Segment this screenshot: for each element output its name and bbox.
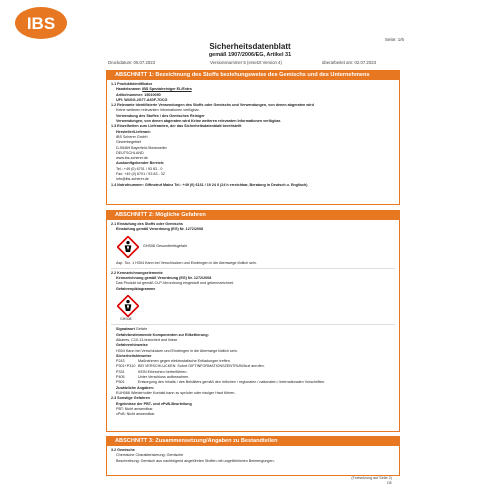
s2-line: PBT: Nicht anwendbar. [116,406,154,411]
s3-line: Beschreibung: Gemisch aus nachfolgend angeführten Stoffen mit ungefährlichen Beimengungen. [116,458,275,463]
s1-line: Artikelnummer: 15010050 [116,92,161,97]
s1-line: 1.3 Einzelheiten zum Lieferanten, der das Sicherheitsdatenblatt bereitstellt [111,124,242,129]
s1-line: 1.2 Relevante identifizierte Verwendungen des Stoffs oder Gemischs und Verwendungen, von denen abgeraten wird [111,103,314,108]
s2-line: 2.2 Kennzeichnungselemente [111,270,163,275]
section-2-heading: ABSCHNITT 2: Mögliche Gefahren [107,211,399,220]
signal-word: Signalwort Gefahr [116,327,148,332]
s2-line: Ergebnisse der PBT- und vPvB-Beurteilung [116,401,192,406]
s1-line: Auskunftgebender Bereich: [116,161,165,166]
s3-line: Chemische Charakterisierung: Gemische [116,453,184,458]
s2-line: Gefahrbestimmende Komponenten zur Etikettierung: [116,332,209,337]
s2-line: Einstufung gemäß Verordnung (EG) Nr. 1272/2008 [116,227,204,232]
ghs08-pictogram-icon [117,295,139,317]
s1-line: D-55469 Bayerfeld-Steckweiler [116,145,167,150]
s2-line: Asp. Tox. 1 H304 Kann bei Verschlucken und Eindringen in die Atemwege tödlich sein. [116,260,257,265]
s1-line: www.ibs-scherer.de [116,156,148,161]
logo-text: IBS [26,14,56,33]
page-number: Seite: 1/6 [384,37,404,42]
s2-line: Zusätzliche Angaben: [116,385,154,390]
s1-line: info@ibs-scherer.de [116,177,149,182]
s2-line: vPvB: Nicht anwendbar. [116,412,156,417]
version-number: Versionsnummer 5 (ersetzt Version 4) [210,60,282,65]
section-1-heading: ABSCHNITT 1: Bezeichnung des Stoffs beziehungsweise des Gemischs und des Unternehmens [107,71,399,80]
s2-line: H304 Kann bei Verschlucken und Eindringen in die Atemwege tödlich sein. [116,348,238,353]
s1-line: 1.4 Notrufnummer: Giftnotruf Mainz Tel.: +49 (0) 6131 / 19 24 0 (24 h erreichbar, Beratung in Deutsch u. Englisch) [111,182,308,187]
s1-line: IBS Scherer GmbH [116,134,148,139]
precaution-row: P243 Maßnahmen gegen elektrostatische Entladungen treffen. [116,359,231,364]
s1-line: DEUTSCHLAND [116,150,144,155]
section-3 [106,436,400,476]
s2-line: Sicherheitshinweise [116,353,152,358]
s3-line: 3.2 Gemische [111,448,135,452]
ghs-label: GHS08 [120,317,132,322]
s2-line: 2.3 Sonstige Gefahren [111,396,150,401]
ghs08-pictogram [117,295,395,322]
s1-trade-name: Handelsname: IBS Spezialreiniger EL/Extra [116,87,192,92]
ghs-caption: GHS08 Gesundheitsgefahr [143,243,188,248]
precaution-row: P405 Unter Verschluss aufbewahren. [116,375,190,380]
ghs08-classification [117,236,395,258]
print-date: Druckdatum: 05.07.2023 [108,60,156,65]
s2-line: Kennzeichnung gemäß Verordnung (EG) Nr. 1272/2008 [116,276,212,281]
s2-line: 2.1 Einstufung des Stoffs oder Gemischs [111,222,183,226]
ibs-logo [14,6,68,40]
section-1 [106,70,400,205]
s1-line: Gewerbegebiet [116,140,142,145]
s2-line: Gefahrenhinweise [116,343,148,348]
continuation-note: (Fortsetzung auf Seite 2) [351,476,392,480]
revision-date: überarbeitet am: 02.07.2023 [322,60,376,65]
s1-line: Hersteller/Lieferant: [116,129,151,134]
precaution-row: P301+P310 BEI VERSCHLUCKEN: Sofort GIFTINFORMATIONSZENTRUM/Arzt anrufen. [116,364,265,369]
precaution-row: P331 KEIN Erbrechen herbeiführen. [116,369,188,374]
s1-line: UFI: W4GG-2G77-A60F-7DCG [116,97,168,102]
s2-line: EUH066 Wiederholter Kontakt kann zu spröder oder rissiger Haut führen. [116,390,236,395]
s1-line: Verwendungen, von denen abgeraten wird Keine weiteren relevanten Informationen verfügbar. [116,119,281,124]
s1-line: Fax: +49 (0) 6701 / 93 83 - 32 [116,172,165,177]
section-2 [106,210,400,432]
s1-line: 1.1 Produktidentifikator [111,82,153,86]
precaution-row: P501 Entsorgung des Inhalts / des Behälters gemäß den örtlichen / regionalen / nationalen / internationalen Vorschriften. [116,380,326,385]
section-3-heading: ABSCHNITT 3: Zusammensetzung/Angaben zu Bestandteilen [107,437,399,446]
s2-line: Das Produkt ist gemäß CLP-Verordnung eingestuft und gekennzeichnet. [116,281,235,286]
s2-line: Gefahrenpiktogramme [116,286,156,291]
s1-line: Keine weiteren relevanten Informationen verfügbar. [116,108,200,113]
language-code: DE [387,481,392,485]
ghs08-health-hazard-icon [117,236,139,258]
s1-line: Verwendung des Stoffes / des Gemisches Reiniger [116,113,205,118]
document-subtitle: gemäß 1907/2006/EG, Artikel 31 [208,52,292,58]
s2-line: Alkanes, C10-13-branched and linear [116,337,178,342]
document-title: Sicherheitsdatenblatt [209,42,291,51]
s1-line: Tel.: +49 (0) 6701 / 93 83 - 0 [116,166,163,171]
